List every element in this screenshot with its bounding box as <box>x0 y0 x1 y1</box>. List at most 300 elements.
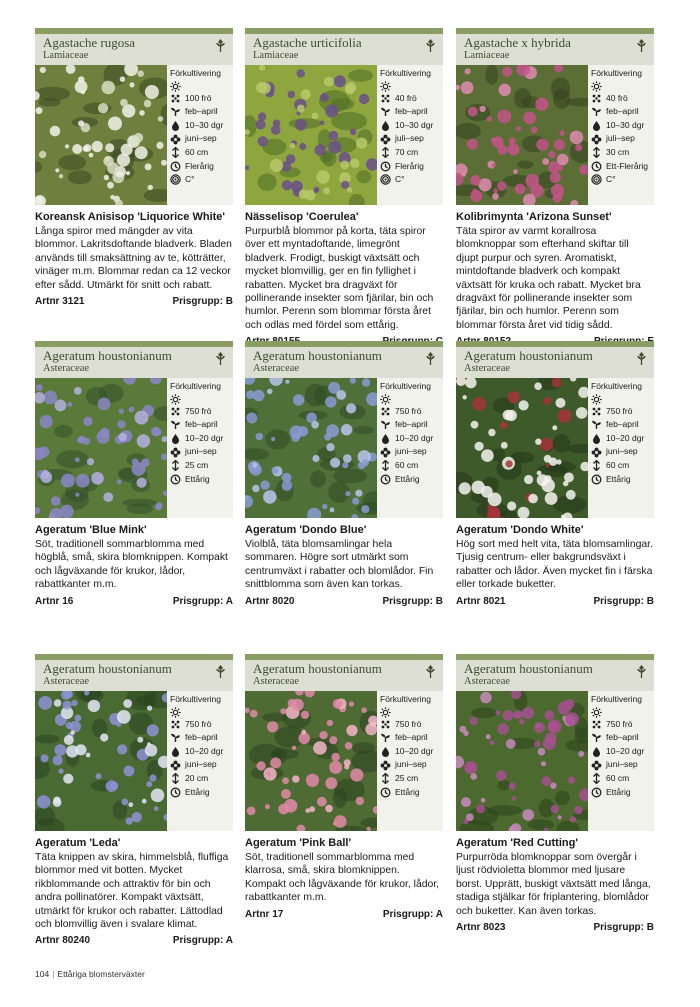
product-card <box>456 341 654 608</box>
card-header <box>35 341 233 378</box>
plant-icon <box>636 351 647 365</box>
plant-icon <box>215 38 226 52</box>
flowering-time <box>170 758 232 772</box>
height-icon <box>591 460 602 471</box>
card-body <box>35 65 233 205</box>
plant-height-value: 30 cm <box>606 146 630 157</box>
plant-photo <box>245 378 377 518</box>
germination-days-value: 10–20 dgr <box>185 432 224 443</box>
height-icon <box>591 147 602 158</box>
seed-count-value: 100 frö <box>185 92 212 103</box>
seed-count-value: 40 frö <box>395 92 417 103</box>
article-number: Artnr 8021 <box>456 595 506 607</box>
sowing-time <box>380 731 442 745</box>
sun-icon <box>170 394 181 405</box>
flowering-time-value: juni–sep <box>395 446 427 457</box>
flower-icon <box>170 760 181 771</box>
sowing-time <box>591 418 653 432</box>
height-icon <box>170 147 181 158</box>
variety-description: Purpurröda blomknoppar som övergår i ljust rödvioletta blommor med ljusare borst. Upprätt, buskigt växtsätt med långa, stadiga stjälkar för friplantering, blomlådor och buketter. Kan även torkas. <box>456 852 651 917</box>
lifespan-icon <box>170 161 181 172</box>
latin-name: Agastache x hybrida <box>464 35 571 50</box>
germination-days <box>380 745 442 759</box>
plant-photo <box>456 691 588 831</box>
flowering-time <box>591 132 653 146</box>
plant-height-value: 25 cm <box>185 459 209 470</box>
cultivation-facts <box>170 693 232 799</box>
cultivation-facts <box>380 380 442 486</box>
card-header <box>245 654 443 691</box>
card-footer <box>456 596 654 608</box>
sun-icon <box>380 707 391 718</box>
price-group: Prisgrupp: A <box>172 595 233 607</box>
life-span-value: Ettårig <box>606 473 631 484</box>
height-icon <box>380 147 391 158</box>
pre-culture-label: Förkultivering <box>591 68 643 78</box>
climate-icon <box>170 174 181 185</box>
height-icon <box>380 773 391 784</box>
seeds-icon <box>170 719 181 730</box>
card-header <box>456 28 654 65</box>
pre-culture-label: Förkultivering <box>591 381 643 391</box>
flower-icon <box>591 134 602 145</box>
life-span <box>380 786 442 800</box>
cultivation-facts <box>380 67 442 187</box>
sprout-icon <box>380 732 391 743</box>
life-span-value: Ettårig <box>395 786 420 797</box>
seed-count <box>380 92 442 106</box>
pre-culture-label: Förkultivering <box>170 381 222 391</box>
price-group: Prisgrupp: A <box>172 935 233 947</box>
variety-name: Ageratum 'Blue Mink' <box>35 524 147 536</box>
germination-days <box>380 119 442 133</box>
sun-requirement <box>380 707 442 718</box>
card-footer <box>456 922 654 934</box>
germination-days-value: 10–30 dgr <box>185 119 224 130</box>
drop-icon <box>380 433 391 444</box>
card-header <box>35 28 233 65</box>
sun-requirement <box>380 81 442 92</box>
plant-height <box>170 772 232 786</box>
sun-requirement <box>591 81 653 92</box>
seed-count <box>170 718 232 732</box>
plant-family: Lamiaceae <box>43 50 89 61</box>
article-number: Artnr 17 <box>245 908 284 920</box>
card-footer <box>245 596 443 608</box>
sowing-time-value: feb–april <box>395 732 428 743</box>
product-card <box>35 341 233 608</box>
climate-zone <box>170 173 232 187</box>
product-card <box>35 654 233 947</box>
drop-icon <box>380 746 391 757</box>
latin-name: Ageratum houstonianum <box>253 348 382 363</box>
sowing-time-value: feb–april <box>185 106 218 117</box>
seed-count <box>591 405 653 419</box>
sprout-icon <box>170 419 181 430</box>
product-card <box>245 341 443 608</box>
lifespan-icon <box>170 787 181 798</box>
seeds-icon <box>170 93 181 104</box>
variety-description: Söt, traditionell sommarblomma med högblå, små, skira blomknippen. Kompakt och lågväxande för krukor, lådor, rabattkanter m.m. <box>35 539 228 591</box>
plant-height-value: 20 cm <box>185 772 209 783</box>
plant-photo <box>35 65 167 205</box>
price-group: Prisgrupp: B <box>382 595 443 607</box>
seed-count <box>380 405 442 419</box>
germination-days-value: 10–20 dgr <box>395 432 434 443</box>
cultivation-facts <box>170 67 232 187</box>
height-icon <box>170 460 181 471</box>
germination-days-value: 10–20 dgr <box>606 745 645 756</box>
germination-days <box>170 119 232 133</box>
card-header <box>245 28 443 65</box>
flowering-time-value: juni–sep <box>395 759 427 770</box>
variety-description: Purpurblå blommor på korta, täta spiror över ett myntadoftande, limegrönt bladverk. Frodigt, buskigt växtsätt och mycket blomvillig, ger en fin fyllighet i rabatten. Mycket bra dragväxt för pollinerande insekter som fjärilar, bin och humlor. Perenn som blommar första året och odlas med fördel som ettårig. <box>245 226 434 331</box>
seed-count-value: 750 frö <box>395 405 422 416</box>
flowering-time <box>380 132 442 146</box>
sowing-time <box>170 105 232 119</box>
variety-name: Ageratum 'Dondo Blue' <box>245 524 367 536</box>
life-span <box>170 160 232 174</box>
plant-family: Asteraceae <box>253 363 300 374</box>
seeds-icon <box>380 93 391 104</box>
plant-height-value: 25 cm <box>395 772 419 783</box>
height-icon <box>170 773 181 784</box>
flower-icon <box>170 447 181 458</box>
cultivation-facts <box>591 67 653 187</box>
product-card <box>456 28 654 348</box>
drop-icon <box>591 120 602 131</box>
flowering-time <box>170 132 232 146</box>
section-title: Ettåriga blomsterväxter <box>57 969 145 979</box>
page-number: 104 <box>35 969 50 979</box>
sowing-time <box>591 731 653 745</box>
article-number: Artnr 3121 <box>35 296 85 308</box>
sun-requirement <box>591 394 653 405</box>
article-number: Artnr 8020 <box>245 595 295 607</box>
seed-count <box>170 92 232 106</box>
variety-name: Nässelisop 'Coerulea' <box>245 211 359 223</box>
germination-days <box>170 432 232 446</box>
card-header <box>456 341 654 378</box>
card-footer <box>35 935 233 947</box>
price-group: Prisgrupp: B <box>593 595 654 607</box>
footer-separator: | <box>52 969 55 979</box>
flowering-time-value: juni–sep <box>185 133 217 144</box>
drop-icon <box>170 433 181 444</box>
page-footer <box>35 969 145 979</box>
plant-height-value: 60 cm <box>395 459 419 470</box>
card-body <box>245 378 443 518</box>
flowering-time-value: juni–sep <box>606 446 638 457</box>
seeds-icon <box>591 93 602 104</box>
height-icon <box>591 773 602 784</box>
life-span <box>591 160 653 174</box>
life-span-value: Ett-Flerårig <box>606 160 649 171</box>
lifespan-icon <box>380 474 391 485</box>
sprout-icon <box>170 106 181 117</box>
life-span <box>591 473 653 487</box>
price-group: Prisgrupp: B <box>172 296 233 308</box>
variety-description: Hög sort med helt vita, täta blomsamlingar. Tjusig centrum- eller bakgrundsväxt i rabatter och lådor. Även mycket fin i färska eller torkade buketter. <box>456 539 653 591</box>
article-number: Artnr 80240 <box>35 935 91 947</box>
height-icon <box>380 460 391 471</box>
sun-requirement <box>170 394 232 405</box>
plant-height-value: 60 cm <box>606 459 630 470</box>
seed-count-value: 40 frö <box>606 92 628 103</box>
variety-description: Långa spiror med mängder av vita blommor. Lakritsdoftande bladverk. Bladen används till smaksättning av te, kötträtter, vinäger m.m. Blommar redan ca 12 veckor efter sådd. Utmärkt för snitt och rabatt. <box>35 226 232 291</box>
drop-icon <box>380 120 391 131</box>
plant-height <box>170 146 232 160</box>
variety-description: Söt, traditionell sommarblomma med klarrosa, små, skira blomknippen. Kompakt och lågväxande för krukor, lådor, rabattkanter m.m. <box>245 852 440 904</box>
flower-icon <box>380 760 391 771</box>
sun-requirement <box>591 707 653 718</box>
seed-count <box>591 718 653 732</box>
plant-photo <box>456 65 588 205</box>
latin-name: Agastache rugosa <box>43 35 136 50</box>
seed-count-value: 750 frö <box>395 718 422 729</box>
latin-name: Ageratum houstonianum <box>43 348 172 363</box>
product-card <box>245 654 443 921</box>
article-number: Artnr 16 <box>35 595 74 607</box>
sun-icon <box>591 707 602 718</box>
latin-name: Ageratum houstonianum <box>43 661 172 676</box>
seeds-icon <box>380 406 391 417</box>
card-footer <box>35 596 233 608</box>
flowering-time-value: juli–sep <box>395 133 424 144</box>
life-span-value: Ettårig <box>395 473 420 484</box>
climate-zone <box>591 173 653 187</box>
seeds-icon <box>591 719 602 730</box>
sowing-time-value: feb–april <box>395 106 428 117</box>
sprout-icon <box>380 419 391 430</box>
plant-photo <box>35 378 167 518</box>
card-body <box>245 691 443 831</box>
product-card <box>35 28 233 308</box>
pre-culture-label: Förkultivering <box>380 694 432 704</box>
sprout-icon <box>170 732 181 743</box>
flowering-time-value: juni–sep <box>185 446 217 457</box>
plant-icon <box>636 38 647 52</box>
variety-name: Ageratum 'Pink Ball' <box>245 837 352 849</box>
card-body <box>35 691 233 831</box>
sowing-time-value: feb–april <box>606 419 639 430</box>
seeds-icon <box>591 406 602 417</box>
flower-icon <box>591 760 602 771</box>
variety-name: Kolibrimynta 'Arizona Sunset' <box>456 211 612 223</box>
latin-name: Ageratum houstonianum <box>253 661 382 676</box>
variety-description: Violblå, täta blomsamlingar hela sommaren. Högre sort utmärkt som centrumväxt i rabatter och blomlådor. Fin snittblomma som även kan torkas. <box>245 539 434 591</box>
lifespan-icon <box>380 787 391 798</box>
variety-name: Ageratum 'Dondo White' <box>456 524 584 536</box>
plant-photo <box>35 691 167 831</box>
lifespan-icon <box>591 161 602 172</box>
climate-value: C° <box>185 174 195 185</box>
life-span-value: Ettårig <box>185 786 210 797</box>
sowing-time-value: feb–april <box>395 419 428 430</box>
sowing-time <box>591 105 653 119</box>
sowing-time-value: feb–april <box>606 106 639 117</box>
variety-description: Täta knippen av skira, himmelsblå, fluffiga blommor med vit botten. Mycket rikblommande och attraktiv för bin och andra pollinatörer. Kompakt växtsätt, utmärkt för krukor och rabatter. Lättodlad och blomvillig även i svalare klimat. <box>35 852 229 931</box>
germination-days <box>380 432 442 446</box>
sowing-time-value: feb–april <box>185 419 218 430</box>
latin-name: Agastache urticifolia <box>253 35 362 50</box>
climate-value: C° <box>395 174 405 185</box>
card-body <box>456 378 654 518</box>
germination-days-value: 10–30 dgr <box>395 119 434 130</box>
card-body <box>35 378 233 518</box>
germination-days-value: 10–20 dgr <box>606 432 645 443</box>
climate-icon <box>380 174 391 185</box>
sun-icon <box>170 707 181 718</box>
latin-name: Ageratum houstonianum <box>464 661 593 676</box>
sprout-icon <box>380 106 391 117</box>
seeds-icon <box>170 406 181 417</box>
drop-icon <box>591 433 602 444</box>
flower-icon <box>380 447 391 458</box>
seed-count <box>380 718 442 732</box>
sprout-icon <box>591 732 602 743</box>
pre-culture-label: Förkultivering <box>380 381 432 391</box>
sprout-icon <box>591 419 602 430</box>
climate-icon <box>591 174 602 185</box>
pre-culture-label: Förkultivering <box>591 694 643 704</box>
sun-icon <box>380 394 391 405</box>
plant-height <box>591 146 653 160</box>
climate-value: C° <box>606 174 616 185</box>
plant-icon <box>425 38 436 52</box>
plant-family: Lamiaceae <box>464 50 510 61</box>
sun-icon <box>591 81 602 92</box>
lifespan-icon <box>380 161 391 172</box>
seed-count <box>591 92 653 106</box>
seed-count-value: 750 frö <box>185 405 212 416</box>
flowering-time <box>591 445 653 459</box>
plant-height <box>380 772 442 786</box>
plant-height <box>380 459 442 473</box>
flowering-time-value: juni–sep <box>606 759 638 770</box>
card-footer <box>35 296 233 308</box>
flowering-time <box>380 758 442 772</box>
drop-icon <box>591 746 602 757</box>
life-span-value: Ettårig <box>606 786 631 797</box>
plant-height-value: 60 cm <box>606 772 630 783</box>
flowering-time-value: juni–sep <box>185 759 217 770</box>
plant-family: Asteraceae <box>253 676 300 687</box>
seed-count-value: 750 frö <box>606 718 633 729</box>
flower-icon <box>380 134 391 145</box>
lifespan-icon <box>591 787 602 798</box>
card-body <box>456 65 654 205</box>
sun-icon <box>591 394 602 405</box>
plant-height <box>170 459 232 473</box>
price-group: Prisgrupp: A <box>382 908 443 920</box>
seed-count-value: 750 frö <box>185 718 212 729</box>
latin-name: Ageratum houstonianum <box>464 348 593 363</box>
life-span-value: Flerårig <box>185 160 214 171</box>
lifespan-icon <box>170 474 181 485</box>
sun-requirement <box>380 394 442 405</box>
sun-requirement <box>170 707 232 718</box>
germination-days-value: 10–20 dgr <box>185 745 224 756</box>
plant-height-value: 60 cm <box>185 146 209 157</box>
plant-family: Lamiaceae <box>253 50 299 61</box>
variety-name: Ageratum 'Leda' <box>35 837 121 849</box>
life-span-value: Flerårig <box>395 160 424 171</box>
plant-photo <box>245 65 377 205</box>
life-span <box>170 786 232 800</box>
sowing-time <box>170 418 232 432</box>
plant-icon <box>215 664 226 678</box>
climate-zone <box>380 173 442 187</box>
plant-icon <box>636 664 647 678</box>
cultivation-facts <box>591 380 653 486</box>
germination-days-value: 10–30 dgr <box>606 119 645 130</box>
card-body <box>456 691 654 831</box>
drop-icon <box>170 746 181 757</box>
plant-photo <box>456 378 588 518</box>
sowing-time <box>380 105 442 119</box>
product-card <box>456 654 654 934</box>
plant-photo <box>245 691 377 831</box>
card-header <box>245 341 443 378</box>
variety-name: Ageratum 'Red Cutting' <box>456 837 578 849</box>
plant-height-value: 70 cm <box>395 146 419 157</box>
sun-icon <box>380 81 391 92</box>
variety-name: Koreansk Anisisop 'Liquorice White' <box>35 211 226 223</box>
card-footer <box>245 909 443 921</box>
card-body <box>245 65 443 205</box>
seed-count <box>170 405 232 419</box>
flowering-time <box>170 445 232 459</box>
drop-icon <box>170 120 181 131</box>
plant-family: Asteraceae <box>43 363 90 374</box>
life-span <box>380 160 442 174</box>
life-span-value: Ettårig <box>185 473 210 484</box>
article-number: Artnr 8023 <box>456 922 506 934</box>
cultivation-facts <box>380 693 442 799</box>
pre-culture-label: Förkultivering <box>170 694 222 704</box>
seeds-icon <box>380 719 391 730</box>
seed-count-value: 750 frö <box>606 405 633 416</box>
cultivation-facts <box>170 380 232 486</box>
cultivation-facts <box>591 693 653 799</box>
plant-height <box>591 772 653 786</box>
sowing-time <box>170 731 232 745</box>
germination-days-value: 10–20 dgr <box>395 745 434 756</box>
plant-family: Asteraceae <box>464 676 511 687</box>
germination-days <box>591 432 653 446</box>
plant-icon <box>215 351 226 365</box>
lifespan-icon <box>591 474 602 485</box>
sprout-icon <box>591 106 602 117</box>
plant-family: Asteraceae <box>43 676 90 687</box>
sun-requirement <box>170 81 232 92</box>
flowering-time <box>380 445 442 459</box>
pre-culture-label: Förkultivering <box>380 68 432 78</box>
pre-culture-label: Förkultivering <box>170 68 222 78</box>
germination-days <box>591 745 653 759</box>
flowering-time-value: juli–sep <box>606 133 635 144</box>
sowing-time <box>380 418 442 432</box>
plant-height <box>591 459 653 473</box>
sowing-time-value: feb–april <box>185 732 218 743</box>
plant-height <box>380 146 442 160</box>
flower-icon <box>591 447 602 458</box>
sowing-time-value: feb–april <box>606 732 639 743</box>
sun-icon <box>170 81 181 92</box>
card-header <box>456 654 654 691</box>
life-span <box>380 473 442 487</box>
